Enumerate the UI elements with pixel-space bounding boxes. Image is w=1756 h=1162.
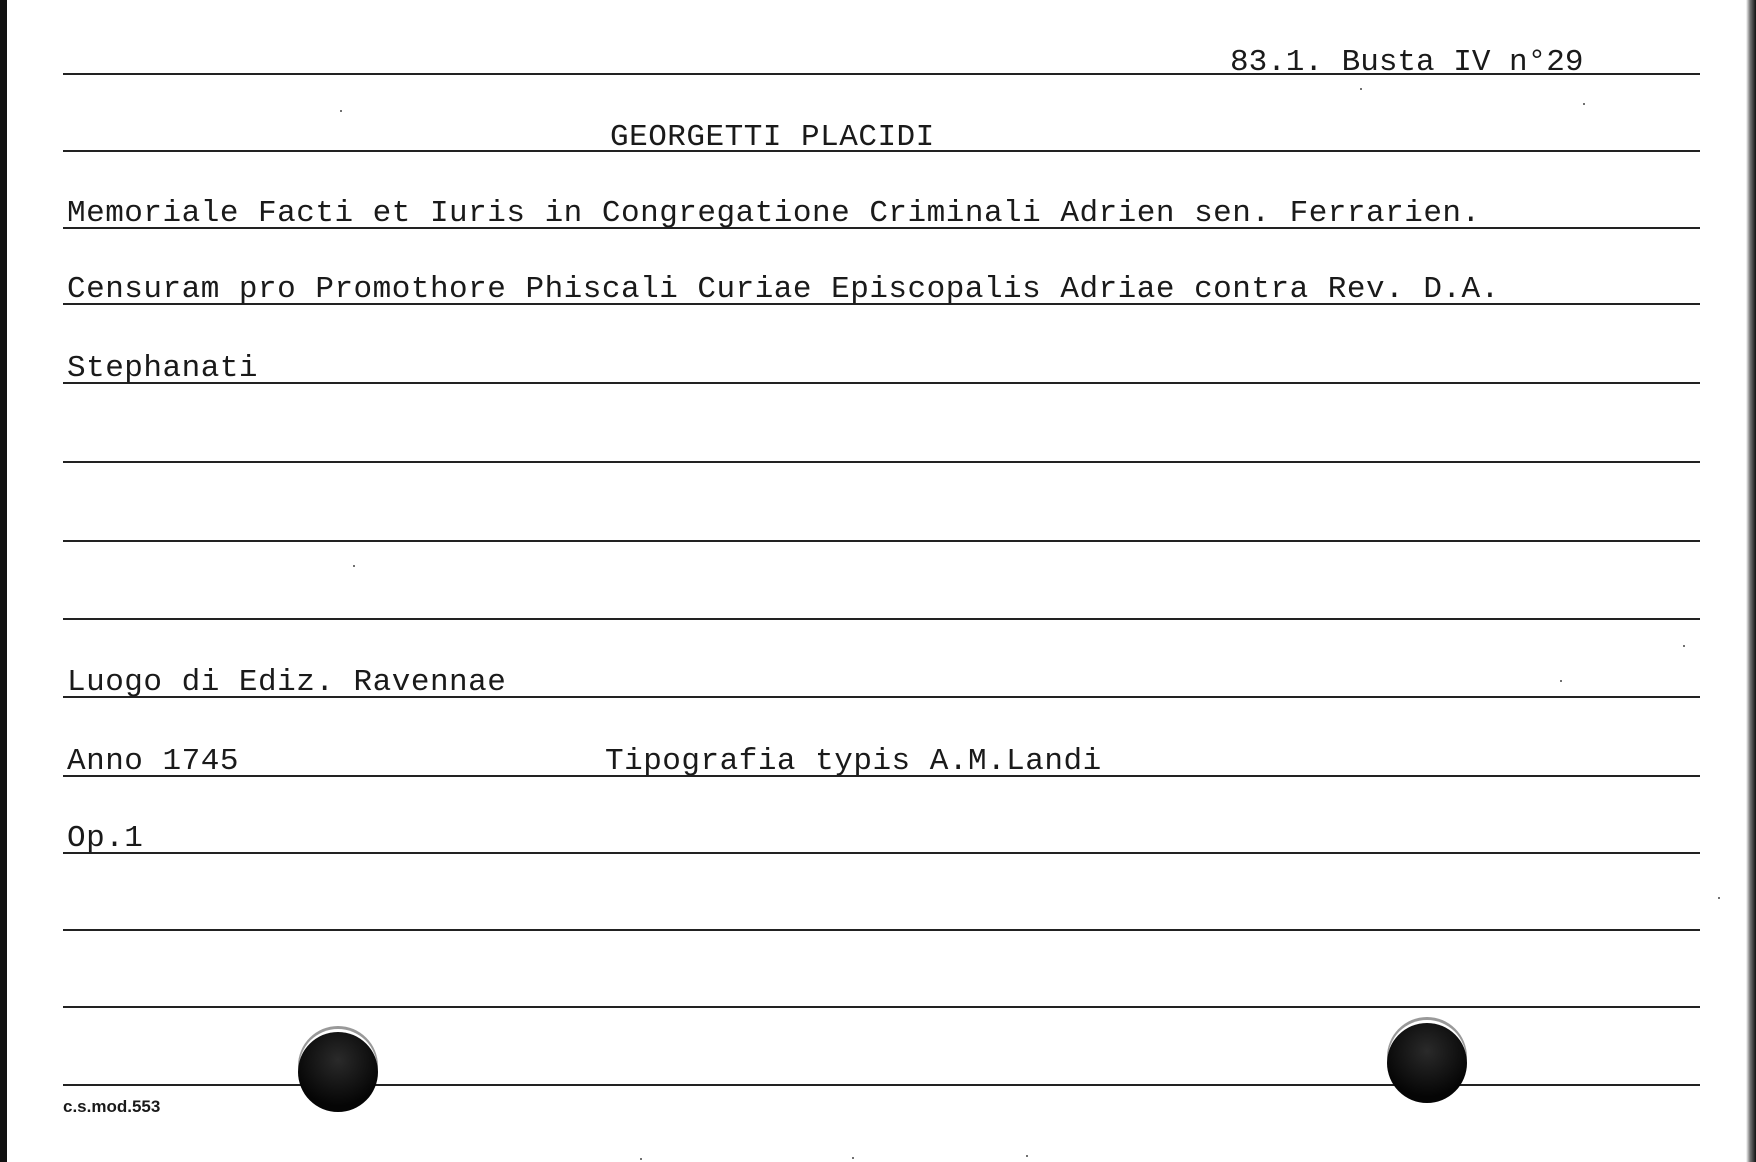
speck	[1560, 680, 1562, 682]
speck	[1583, 103, 1585, 105]
ruled-line	[63, 618, 1700, 620]
publication-year: Anno 1745	[67, 744, 239, 779]
punch-hole-right	[1387, 1023, 1467, 1103]
opus-number: Op.1	[67, 821, 144, 856]
card-left-edge	[0, 0, 7, 1162]
ruled-line	[63, 929, 1700, 931]
card-right-edge	[1746, 0, 1756, 1162]
speck	[353, 565, 355, 567]
speck	[340, 110, 342, 112]
ruled-line	[63, 1006, 1700, 1008]
speck	[1683, 645, 1685, 647]
speck	[1718, 897, 1720, 899]
title-line-1: Memoriale Facti et Iuris in Congregatione Criminali Adrien sen. Ferrarien.	[67, 196, 1481, 231]
speck	[1026, 1155, 1028, 1157]
ruled-line	[63, 461, 1700, 463]
ruled-line	[63, 382, 1700, 384]
form-code: c.s.mod.553	[63, 1097, 161, 1116]
author-name: GEORGETTI PLACIDI	[610, 120, 935, 155]
title-line-3: Stephanati	[67, 351, 259, 386]
speck	[1360, 88, 1362, 90]
speck	[640, 1158, 642, 1160]
punch-hole-left	[298, 1032, 378, 1112]
title-line-2: Censuram pro Promothore Phiscali Curiae Episcopalis Adriae contra Rev. D.A.	[67, 272, 1500, 307]
shelf-reference: 83.1. Busta IV n°29	[1230, 45, 1584, 80]
ruled-line	[63, 852, 1700, 854]
printer: Tipografia typis A.M.Landi	[605, 744, 1102, 779]
ruled-line	[63, 540, 1700, 542]
place-of-publication: Luogo di Ediz. Ravennae	[67, 665, 507, 700]
speck	[852, 1157, 854, 1159]
